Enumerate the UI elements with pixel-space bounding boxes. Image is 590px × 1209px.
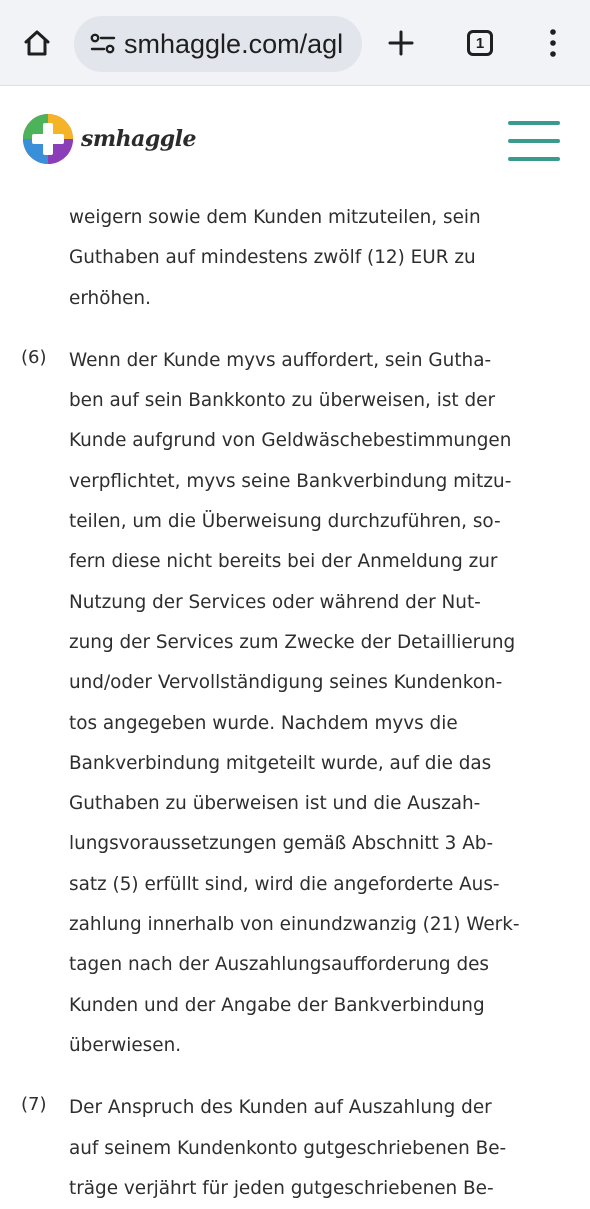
text-line: ben auf sein Bankkonto zu überweisen, ist der (69, 390, 496, 412)
text-line: Kunden und der Angabe der Bankverbindung (69, 994, 485, 1016)
text-line: Guthaben auf mindestens zwölf (12) EUR zu (69, 247, 476, 269)
text-line: Guthaben zu überweisen ist und die Auszah- (69, 793, 481, 815)
browser-menu-button[interactable] (528, 18, 578, 68)
site-settings-button[interactable] (86, 29, 120, 59)
smhaggle-logo-icon (22, 113, 74, 165)
tab-switcher-button[interactable] (455, 18, 505, 68)
site-header (0, 87, 590, 195)
paragraph-text (69, 1088, 569, 1209)
text-line: lungsvoraussetzungen gemäß Abschnitt 3 Ab- (69, 833, 494, 855)
paragraph-7 (0, 1088, 590, 1209)
hamburger-menu-icon[interactable] (508, 121, 560, 161)
address-bar[interactable] (74, 16, 362, 72)
text-line: erhöhen. (69, 287, 151, 309)
tune-icon (90, 33, 116, 55)
text-line: Bankverbindung mitgeteilt wurde, auf die das (69, 752, 492, 774)
text-line: zahlung innerhalb von einundzwanzig (21) Werk- (69, 914, 520, 936)
paragraph-number: (7) (21, 1094, 47, 1116)
more-vert-icon (548, 28, 558, 58)
home-button[interactable] (12, 18, 62, 68)
text-line: Wenn der Kunde myvs auffordert, sein Gutha- (69, 349, 492, 371)
text-line: fern diese nicht bereits bei der Anmeldung zur (69, 551, 498, 573)
text-line: auf seinem Kundenkonto gutgeschriebenen Be- (69, 1137, 507, 1159)
browser-toolbar (0, 0, 590, 86)
text-line: tagen nach der Auszahlungsaufforderung des (69, 954, 490, 976)
text-line: träge verjährt für jeden gutgeschriebenen Be- (69, 1177, 494, 1199)
text-line: tos angegeben wurde. Nachdem myvs die (69, 712, 458, 734)
paragraph-text (69, 341, 569, 1066)
text-line: und/oder Vervollständigung seines Kundenkon- (69, 672, 503, 694)
text-line: überwiesen. (69, 1034, 182, 1056)
site-logo[interactable] (22, 113, 196, 165)
text-line: satz (5) erfüllt sind, wird die angeforderte Aus- (69, 873, 500, 895)
paragraph-text (69, 198, 569, 319)
url-text: smhaggle.com/agl (124, 28, 344, 59)
logo-text: smhaggle (81, 126, 197, 152)
tab-count: 1 (475, 34, 485, 52)
tab-count-icon (467, 30, 493, 56)
paragraph-number: (6) (21, 346, 47, 368)
text-line: Der Anspruch des Kunden auf Auszahlung der (69, 1097, 492, 1119)
text-line: weigern sowie dem Kunden mitzuteilen, sein (69, 207, 481, 228)
terms-content (0, 198, 590, 1209)
plus-icon (387, 29, 415, 57)
new-tab-button[interactable] (376, 18, 426, 68)
intro-paragraph (0, 198, 590, 319)
text-line: teilen, um die Überweisung durchzuführen, so- (69, 511, 501, 533)
text-line: verpflichtet, myvs seine Bankverbindung mitzu- (69, 470, 512, 492)
text-line: Kunde aufgrund von Geldwäschebestimmungen (69, 430, 512, 452)
paragraph-6 (0, 341, 590, 1066)
text-line: zung der Services zum Zwecke der Detaillierung (69, 631, 516, 653)
home-icon (22, 28, 52, 58)
text-line: Nutzung der Services oder während der Nut- (69, 591, 481, 613)
